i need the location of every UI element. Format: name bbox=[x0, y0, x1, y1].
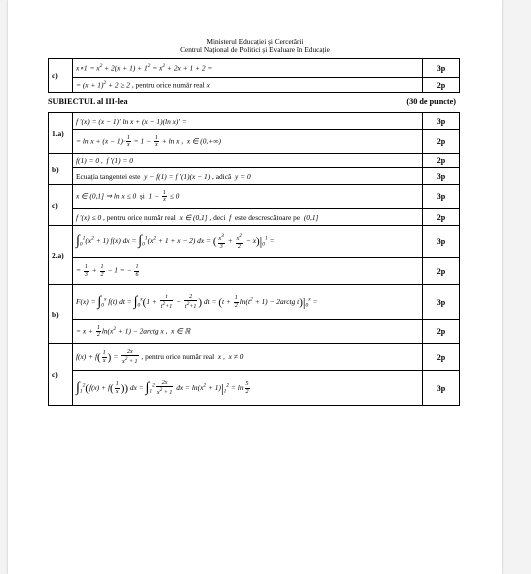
points: 3p bbox=[423, 59, 460, 78]
points: 3p bbox=[423, 226, 460, 258]
section-heading bbox=[48, 97, 460, 106]
points: 3p bbox=[423, 113, 460, 130]
solution-line: = $\frac{1}{3}$ + $\frac{1}{2}$ − 1 = − $\frac{1}{6}$ bbox=[73, 258, 423, 285]
item-label: b) bbox=[49, 285, 73, 344]
points: 2p bbox=[423, 320, 460, 344]
solution-line: = $(x + 1)^2 + 2 \ge 2$ , pentru orice număr real x bbox=[73, 78, 423, 93]
points: 3p bbox=[423, 185, 460, 209]
item-label: 1.a) bbox=[49, 113, 73, 154]
section-points: (30 de puncte) bbox=[406, 97, 456, 106]
grading-table bbox=[48, 112, 460, 406]
points: 2p bbox=[423, 78, 460, 93]
points: 2p bbox=[423, 344, 460, 371]
points: 3p bbox=[423, 371, 460, 406]
top-grading-table bbox=[48, 58, 460, 93]
solution-line: x∘1 = $x^2 + 2(x + 1) + 1^2 = x^2 + 2x + 1 + 2$ = bbox=[73, 59, 423, 78]
solution-line: $\int_1^2(f(x) + f$( $\frac{1}{x}$ )) dx = $\int_1^2$ $\frac{2x}{x^2 + 1}$ dx = $\ln(x^2 + 1)|_1^2 = \ln$ $\frac{5}{2}$ bbox=[73, 371, 423, 406]
solution-line: f ′(x) = (x − 1)′ ln x + (x − 1)(ln x)′ = bbox=[73, 113, 423, 130]
item-label: 2.a) bbox=[49, 226, 73, 285]
points: 2p bbox=[423, 154, 460, 168]
points: 2p bbox=[423, 209, 460, 226]
solution-line: $\int_0^1(x^2 + 1)$ f(x) dx = $\int_0^1(x^2 + 1 + x - 2)$ dx = ( $\frac{x^3}{3}$ + $\frac{x^2}{2}$ − $x)|_0^1$ = bbox=[73, 226, 423, 258]
solution-line: x ∈ (0,1] ⇒ ln x ≤ 0 și 1 − $\frac{1}{x}$ ≤ 0 bbox=[73, 185, 423, 209]
solution-line: $F(x) = \int_0^x$ f(t) dt = $\int_0^x(1$ + $\frac{t}{t^2+1}$ − $\frac{2}{t^2+1}$ ) dt = (t + $\frac{1}{2}$ $\ln(t^2 + 1)$ − 2arctg $t)|_0^x$ = bbox=[73, 285, 423, 320]
solution-line: f(x) + f( $\frac{1}{x}$ ) = $\frac{2x}{x^2 + 1}$ , pentru orice număr real x , x ≠ 0 bbox=[73, 344, 423, 371]
points: 2p bbox=[423, 258, 460, 285]
header-ministry: Ministerul Educației și Cercetării bbox=[206, 37, 304, 46]
solution-line: f(1) = 0 , f ′(1) = 0 bbox=[73, 154, 423, 168]
solution-line: = x + $\frac{1}{2}$ $\ln(x^2 + 1)$ − 2arctg x , x ∈ ℝ bbox=[73, 320, 423, 344]
solution-line: = ln x + (x − 1)· $\frac{1}{x}$ = 1 − $\frac{1}{x}$ + ln x , x ∈ (0,+∞) bbox=[73, 130, 423, 154]
points: 3p bbox=[423, 168, 460, 185]
points: 3p bbox=[423, 285, 460, 320]
solution-line: Ecuația tangentei este y − f(1) = f ′(1)(x − 1) , adică y = 0 bbox=[73, 168, 423, 185]
section-title: SUBIECTUL al III-lea bbox=[48, 97, 128, 106]
item-label: c) bbox=[49, 59, 73, 93]
header-center: Centrul Național de Politici și Evaluare în Educație bbox=[180, 45, 330, 54]
item-label: b) bbox=[49, 154, 73, 185]
points: 2p bbox=[423, 130, 460, 154]
solution-line: f ′(x) ≤ 0 , pentru orice număr real x ∈ (0,1] , deci f este descrescătoare pe (0,1] bbox=[73, 209, 423, 226]
item-label: c) bbox=[49, 185, 73, 226]
document-page bbox=[8, 0, 502, 574]
item-label: c) bbox=[49, 344, 73, 406]
